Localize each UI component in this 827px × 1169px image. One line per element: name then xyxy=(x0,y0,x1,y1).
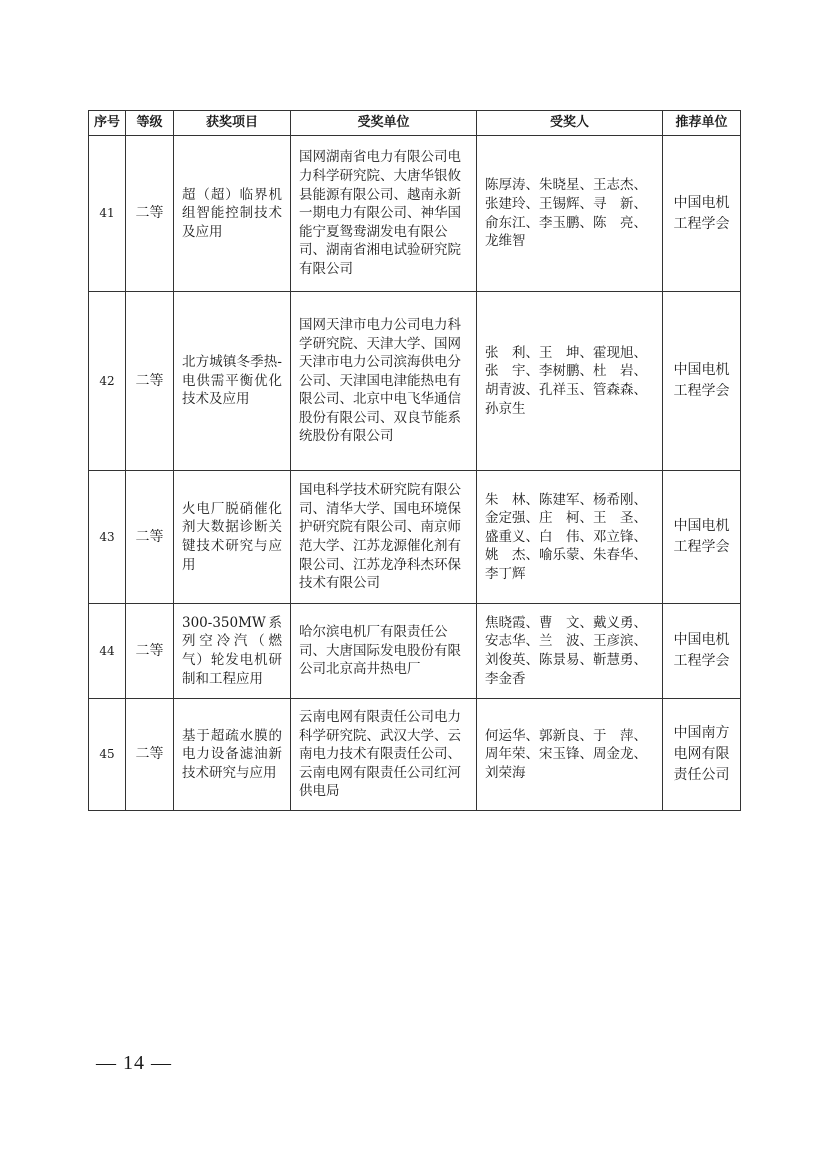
header-winners: 受奖人 xyxy=(477,111,663,136)
header-project: 获奖项目 xyxy=(174,111,291,136)
table-row xyxy=(89,292,741,471)
header-grade: 等级 xyxy=(126,111,174,136)
row-project: 火电厂脱硝催化剂大数据诊断关键技术研究与应用 xyxy=(174,471,291,604)
row-no: 42 xyxy=(89,292,126,471)
header-unit: 受奖单位 xyxy=(291,111,477,136)
row-grade: 二等 xyxy=(126,471,174,604)
row-winners: 朱 林、陈建军、杨希刚、金定强、庄 柯、王 圣、盛重义、白 伟、邓立锋、姚 杰、喻乐蒙、朱春华、李丁辉 xyxy=(477,471,663,604)
row-unit: 国网天津市电力公司电力科学研究院、天津大学、国网天津市电力公司滨海供电分公司、天津国电津能热电有限公司、北京中电飞华通信股份有限公司、双良节能系统股份有限公司 xyxy=(291,292,477,471)
row-project: 北方城镇冬季热-电供需平衡优化技术及应用 xyxy=(174,292,291,471)
row-project: 300-350MW系列空冷汽（燃气）轮发电机研制和工程应用 xyxy=(174,604,291,699)
table-header-row xyxy=(89,111,741,136)
table-row xyxy=(89,604,741,699)
row-no: 45 xyxy=(89,699,126,811)
header-no: 序号 xyxy=(89,111,126,136)
row-winners: 焦晓霞、曹 文、戴义勇、安志华、兰 波、王彦滨、刘俊英、陈景易、靳慧勇、李金香 xyxy=(477,604,663,699)
table-row xyxy=(89,136,741,292)
row-unit: 国电科学技术研究院有限公司、清华大学、国电环境保护研究院有限公司、南京师范大学、江苏龙源催化剂有限公司、江苏龙净科杰环保技术有限公司 xyxy=(291,471,477,604)
page-number: — 14 — xyxy=(96,1052,172,1074)
row-winners: 何运华、郭新良、于 萍、周年荣、宋玉锋、周金龙、刘荣海 xyxy=(477,699,663,811)
awards-table xyxy=(88,110,741,811)
row-winners: 张 利、王 坤、霍现旭、张 宇、李树鹏、杜 岩、胡青波、孔祥玉、管森森、孙京生 xyxy=(477,292,663,471)
row-no: 44 xyxy=(89,604,126,699)
row-no: 43 xyxy=(89,471,126,604)
row-project: 基于超疏水膜的电力设备滤油新技术研究与应用 xyxy=(174,699,291,811)
row-winners: 陈厚涛、朱晓星、王志杰、张建玲、王锡辉、寻 新、俞东江、李玉鹏、陈 亮、龙维智 xyxy=(477,136,663,292)
row-recommender: 中国电机工程学会 xyxy=(663,292,741,471)
row-grade: 二等 xyxy=(126,699,174,811)
header-recommender: 推荐单位 xyxy=(663,111,741,136)
row-grade: 二等 xyxy=(126,604,174,699)
table-row xyxy=(89,471,741,604)
row-recommender: 中国电机工程学会 xyxy=(663,471,741,604)
row-recommender: 中国南方电网有限责任公司 xyxy=(663,699,741,811)
row-recommender: 中国电机工程学会 xyxy=(663,604,741,699)
row-grade: 二等 xyxy=(126,292,174,471)
row-grade: 二等 xyxy=(126,136,174,292)
row-recommender: 中国电机工程学会 xyxy=(663,136,741,292)
row-no: 41 xyxy=(89,136,126,292)
row-unit: 国网湖南省电力有限公司电力科学研究院、大唐华银攸县能源有限公司、越南永新一期电力有限公司、神华国能宁夏鸳鸯湖发电有限公司、湖南省湘电试验研究院有限公司 xyxy=(291,136,477,292)
row-unit: 云南电网有限责任公司电力科学研究院、武汉大学、云南电力技术有限责任公司、云南电网有限责任公司红河供电局 xyxy=(291,699,477,811)
row-unit: 哈尔滨电机厂有限责任公司、大唐国际发电股份有限公司北京高井热电厂 xyxy=(291,604,477,699)
table-row xyxy=(89,699,741,811)
row-project: 超（超）临界机组智能控制技术及应用 xyxy=(174,136,291,292)
